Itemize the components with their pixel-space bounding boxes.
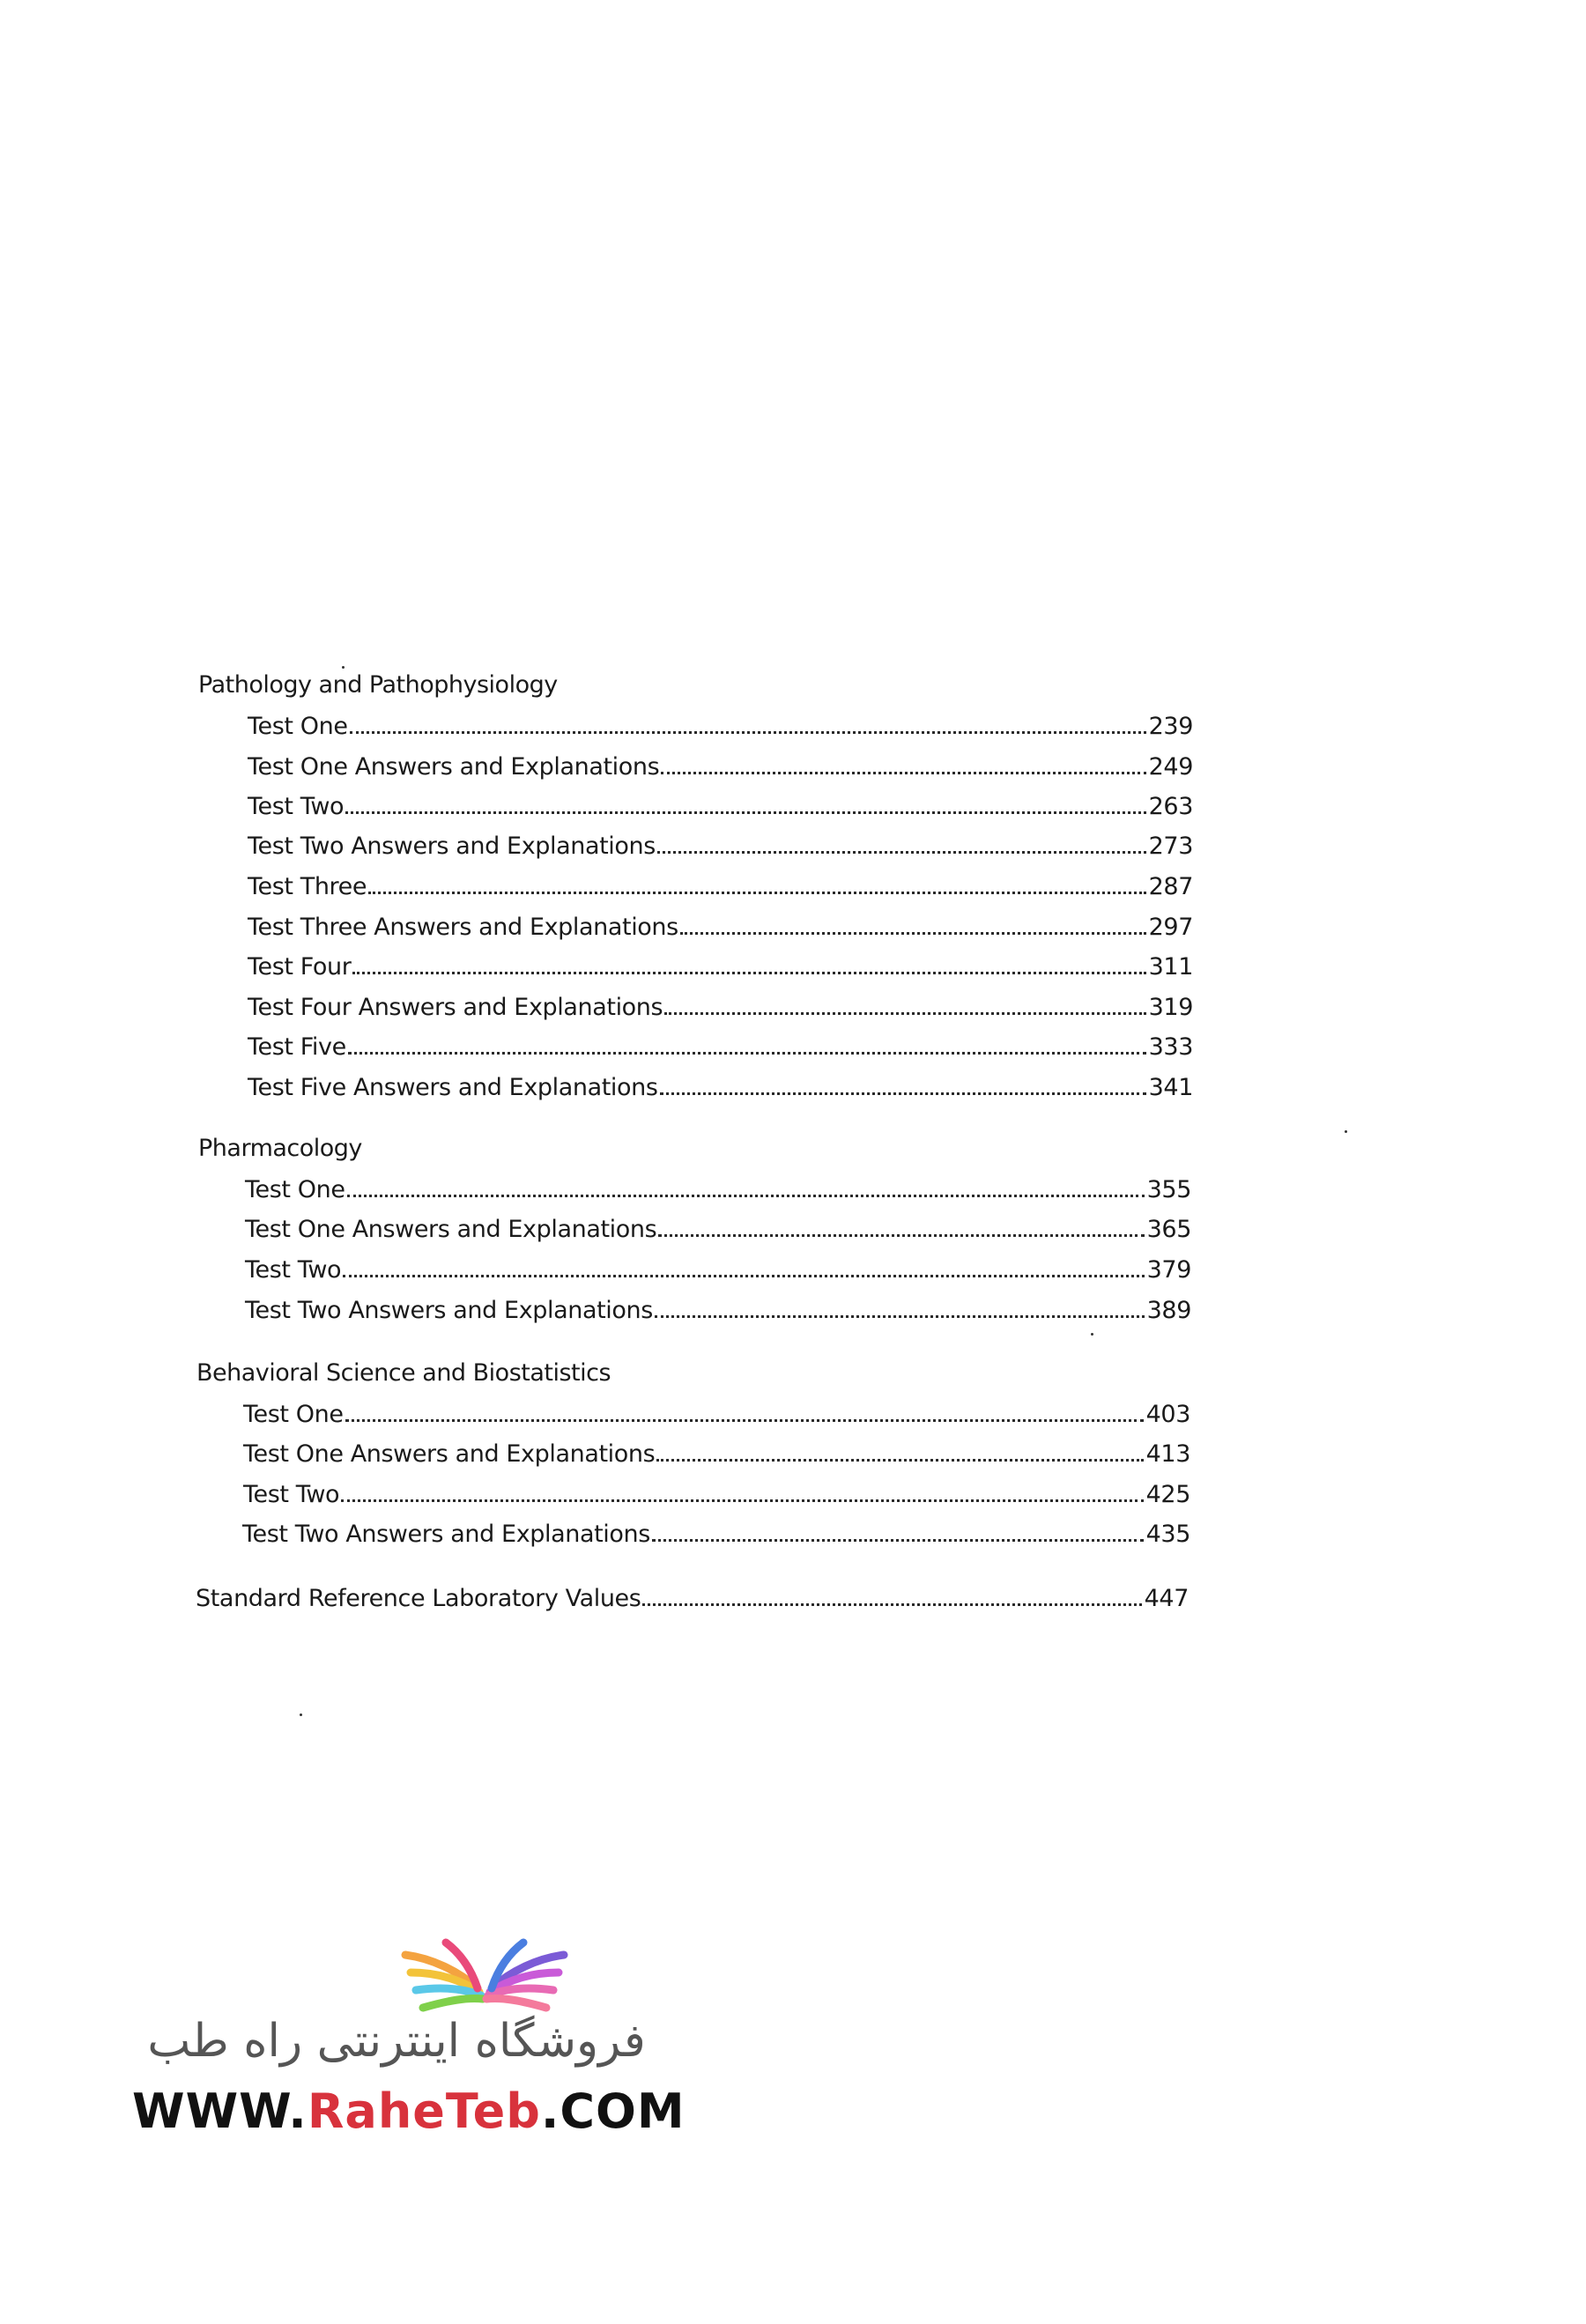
toc-entry [248, 1076, 1193, 1099]
toc-entry-page: 341 [1148, 1074, 1193, 1101]
toc-entry-label: Test One [243, 1401, 344, 1428]
toc-entry [245, 1299, 1191, 1322]
watermark-url-suffix: .COM [540, 2083, 686, 2139]
toc-entry-label: Test Five [248, 1033, 346, 1061]
toc-entry-label: Test One Answers and Explanations [248, 753, 660, 781]
toc-entry-page: 239 [1148, 713, 1193, 740]
scan-speck [1345, 1130, 1347, 1133]
toc-entry-label: Test Two Answers and Explanations [248, 833, 656, 860]
toc-entry [248, 955, 1193, 979]
toc-entry [242, 1522, 1190, 1546]
toc-entry [248, 755, 1193, 779]
toc-entry-label: Test One [245, 1176, 345, 1203]
toc-leader-dots [347, 1194, 1145, 1197]
toc-leader-dots [658, 1233, 1144, 1237]
section-title-behavioral-science: Behavioral Science and Biostatistics [196, 1359, 611, 1387]
toc-entry-page: 273 [1148, 833, 1193, 860]
toc-entry-page: 319 [1148, 994, 1193, 1021]
toc-entry-label: Test Five Answers and Explanations [248, 1074, 658, 1101]
toc-leader-dots [368, 891, 1146, 894]
toc-entry-page: 365 [1146, 1216, 1191, 1243]
toc-entry [245, 1218, 1191, 1241]
toc-entry [248, 795, 1193, 818]
toc-leader-dots [352, 971, 1145, 974]
toc-entry-label: Test Four Answers and Explanations [248, 994, 663, 1021]
scan-speck [1091, 1333, 1093, 1336]
toc-entry [243, 1403, 1190, 1426]
toc-entry-page: 403 [1145, 1401, 1190, 1428]
toc-entry [248, 1035, 1193, 1059]
toc-leader-dots [343, 1274, 1144, 1277]
open-book-icon [132, 1916, 661, 2022]
toc-entry-page: 263 [1148, 793, 1193, 820]
toc-entry [248, 714, 1193, 738]
toc-leader-dots [664, 1011, 1145, 1015]
section-title-pathology: Pathology and Pathophysiology [198, 671, 558, 699]
scan-speck [300, 1713, 302, 1716]
toc-leader-dots [656, 1458, 1143, 1462]
toc-entry-label: Test Two [248, 793, 345, 820]
toc-leader-dots [642, 1602, 1141, 1606]
toc-entry-page: 413 [1145, 1440, 1190, 1468]
toc-leader-dots [657, 850, 1146, 854]
toc-entry-page: 379 [1146, 1256, 1191, 1284]
toc-leader-dots [345, 1418, 1144, 1422]
watermark-url-prefix: WWW. [132, 2083, 308, 2139]
toc-entry-page: 389 [1146, 1297, 1191, 1324]
toc-entry-label: Test One [248, 713, 348, 740]
toc-leader-dots [680, 931, 1146, 935]
toc-entry-page: 287 [1148, 873, 1193, 900]
toc-entry-label: Test Two Answers and Explanations [245, 1297, 653, 1324]
toc-entry-label: Test One Answers and Explanations [243, 1440, 656, 1468]
toc-entry [245, 1178, 1191, 1202]
watermark-logo [132, 1916, 686, 2145]
toc-entry-label: Test One Answers and Explanations [245, 1216, 657, 1243]
toc-entry-label: Test Two Answers and Explanations [242, 1521, 650, 1548]
toc-leader-dots [661, 771, 1145, 774]
toc-entry-label: Test Two [243, 1481, 340, 1508]
toc-entry [248, 995, 1193, 1019]
toc-entry [248, 915, 1193, 939]
toc-leader-dots [655, 1314, 1145, 1318]
toc-entry-page: 311 [1148, 953, 1193, 981]
toc-leader-dots [350, 730, 1146, 734]
toc-entry-page: 297 [1148, 914, 1193, 941]
toc-entry-label: Test Two [245, 1256, 342, 1284]
toc-entry-label: Standard Reference Laboratory Values [196, 1585, 641, 1612]
toc-entry-standard-reference [196, 1587, 1189, 1610]
scan-speck [342, 666, 345, 669]
toc-entry-page: 447 [1144, 1585, 1189, 1612]
toc-entry [243, 1483, 1190, 1506]
toc-entry [243, 1442, 1190, 1466]
toc-entry [248, 834, 1193, 858]
toc-entry-page: 435 [1145, 1521, 1190, 1548]
toc-entry-label: Test Three [248, 873, 367, 900]
toc-leader-dots [652, 1538, 1144, 1542]
watermark-url-brand: RaheTeb [307, 2083, 541, 2139]
toc-leader-dots [345, 810, 1145, 814]
toc-entry-label: Test Three Answers and Explanations [248, 914, 678, 941]
toc-entry-label: Test Four [248, 953, 352, 981]
toc-entry-page: 355 [1146, 1176, 1191, 1203]
watermark-url [132, 2083, 686, 2139]
toc-leader-dots [341, 1499, 1143, 1502]
toc-entry [245, 1258, 1191, 1282]
toc-entry-page: 425 [1145, 1481, 1190, 1508]
section-title-pharmacology: Pharmacology [198, 1135, 362, 1162]
toc-entry-page: 333 [1148, 1033, 1193, 1061]
watermark-persian-text: فروشگاه اینترنتی راه طب [147, 2015, 646, 2068]
toc-leader-dots [348, 1051, 1146, 1055]
toc-leader-dots [660, 1092, 1146, 1095]
toc-entry [248, 875, 1193, 899]
toc-entry-page: 249 [1148, 753, 1193, 781]
